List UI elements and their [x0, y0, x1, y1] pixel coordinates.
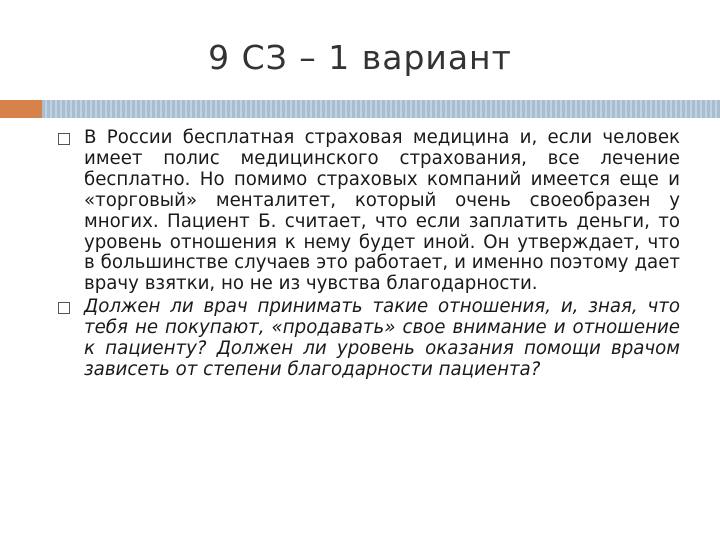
bullet-item-case: [52, 128, 680, 295]
slide-title: 9 СЗ – 1 вариант: [208, 38, 512, 77]
bullet-text-question: Должен ли врач принимать такие отношения, и, зная, что тебя не покупают, «продавать» свое внимание и отношение к пациенту? Должен ли уровень оказания помощи врачом зависеть от степени благодарности пациента?: [84, 296, 680, 380]
bullet-text-case: В России бесплатная страховая медицина и, если человек имеет полис медицинского страхования, все лечение бесплатно. Но помимо страховых компаний имеется еще и «торговый» менталитет, который очень своеобразен у многих. Пациент Б. считает, что если заплатить деньги, то уровень отношения к нему будет иной. Он утверждает, что в большинстве случаев это работает, и именно поэтому дает врачу взятки, но не из чувства благодарности.: [84, 127, 680, 295]
bullet-item-question: [52, 297, 680, 381]
rule-accent-block: [0, 100, 42, 118]
slide-body: [52, 128, 680, 381]
title-rule: [0, 100, 720, 118]
square-bullet-icon: [58, 133, 70, 145]
square-bullet-icon: [58, 302, 70, 314]
rule-bar: [42, 100, 720, 118]
